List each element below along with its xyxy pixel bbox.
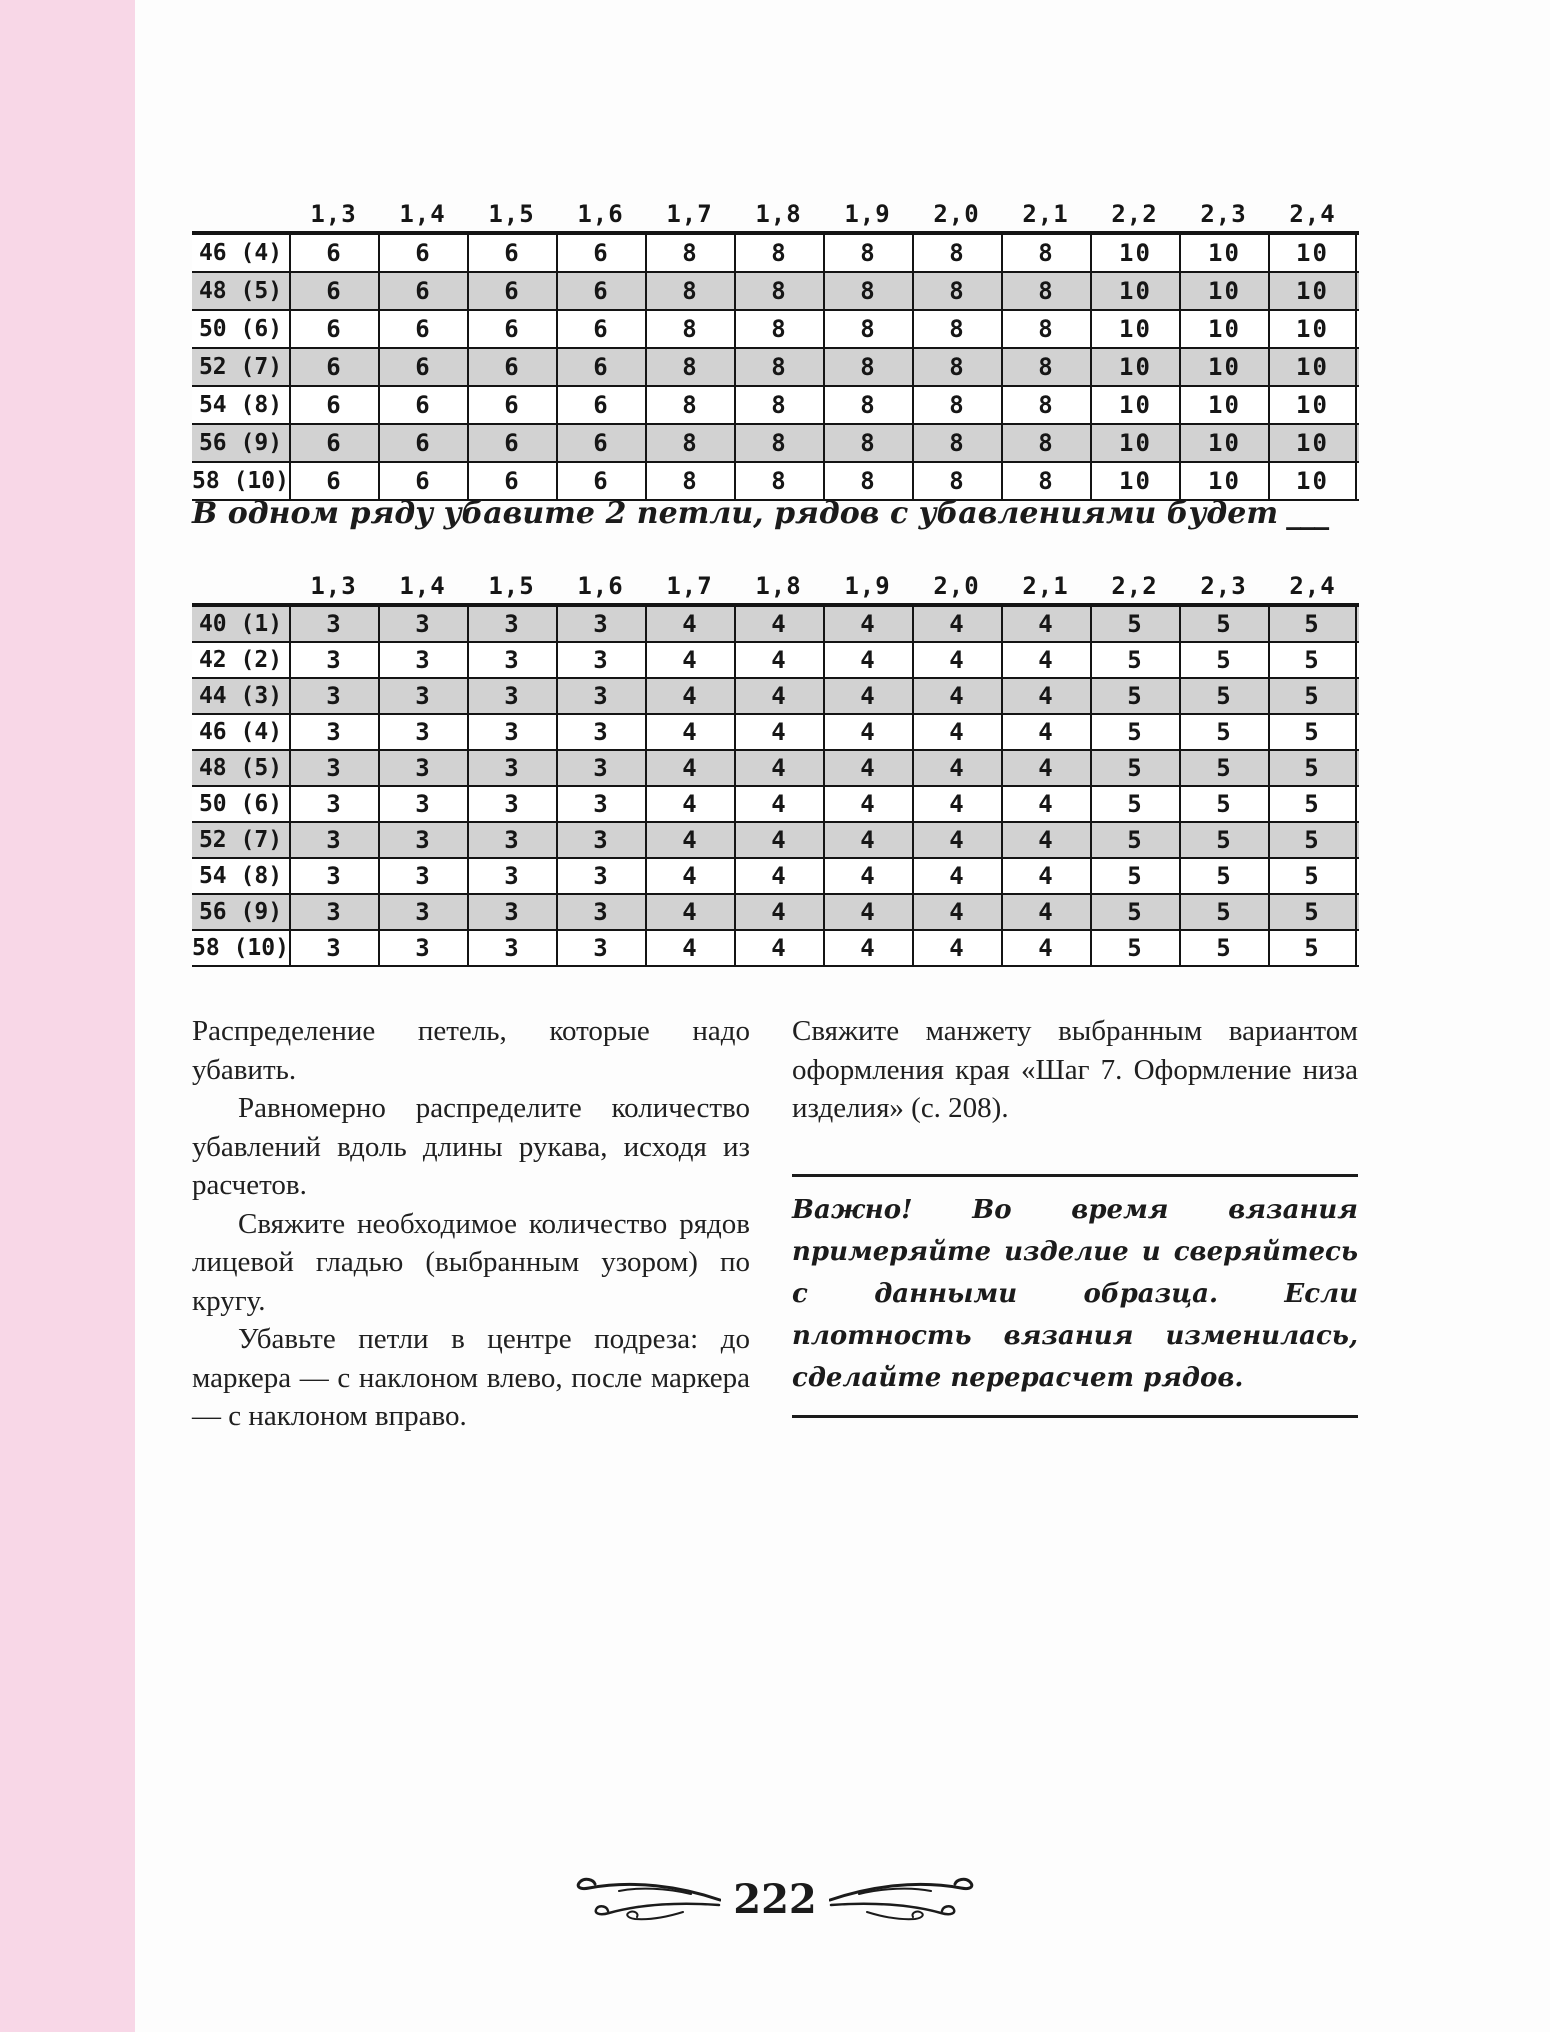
table-cell: 8 [734, 349, 823, 385]
table-cell: 5 [1090, 823, 1179, 857]
section-heading-text: В одном ряду убавите 2 петли, рядов с убавлениями будет [192, 496, 1279, 531]
table-cell: 8 [823, 311, 912, 347]
table-cell: 8 [823, 463, 912, 499]
table-cell: 4 [734, 751, 823, 785]
table-cell: 4 [734, 715, 823, 749]
gauge-column-header: 2,0 [933, 200, 980, 228]
gauge-column-header: 1,6 [577, 572, 624, 600]
table-cell: 5 [1268, 931, 1357, 965]
table-cell: 5 [1268, 895, 1357, 929]
table-cell: 8 [1001, 273, 1090, 309]
size-row [192, 931, 1359, 967]
table-cell: 4 [645, 823, 734, 857]
table-cell: 8 [912, 311, 1001, 347]
table-cell: 8 [823, 387, 912, 423]
table-cell: 4 [823, 787, 912, 821]
size-row [192, 235, 1359, 273]
table-cell: 5 [1179, 715, 1268, 749]
flourish-ornament-right [829, 1872, 979, 1926]
table-cell: 3 [556, 895, 645, 929]
table-cell: 5 [1268, 823, 1357, 857]
table-cell: 4 [912, 715, 1001, 749]
table-cell: 8 [734, 387, 823, 423]
gauge-column-header: 2,2 [1111, 200, 1158, 228]
table-cell: 4 [823, 859, 912, 893]
table-cell: 5 [1090, 643, 1179, 677]
table-cell: 3 [556, 751, 645, 785]
table-cell: 3 [289, 751, 378, 785]
table-cell: 8 [734, 425, 823, 461]
table-cell: 8 [734, 235, 823, 271]
table-cell: 4 [1001, 679, 1090, 713]
table-cell: 10 [1090, 349, 1179, 385]
table-cell: 10 [1268, 311, 1357, 347]
table-cell: 3 [289, 679, 378, 713]
table-cell: 3 [378, 787, 467, 821]
table-cell: 3 [467, 931, 556, 965]
table-cell: 3 [467, 859, 556, 893]
table-cell: 10 [1090, 235, 1179, 271]
table-cell: 5 [1268, 859, 1357, 893]
table-cell: 4 [645, 859, 734, 893]
table-cell: 10 [1268, 349, 1357, 385]
gauge-header-row [192, 194, 1359, 231]
table-cell: 5 [1179, 787, 1268, 821]
table-cell: 4 [912, 931, 1001, 965]
table-cell: 4 [912, 787, 1001, 821]
table-cell: 5 [1090, 715, 1179, 749]
table-cell: 5 [1268, 751, 1357, 785]
table-cell: 3 [378, 643, 467, 677]
table-cell: 8 [823, 349, 912, 385]
table-cell: 8 [823, 273, 912, 309]
table-cell: 4 [1001, 751, 1090, 785]
table-cell: 3 [378, 607, 467, 641]
size-row-label: 56 (9) [198, 899, 283, 925]
table-cell: 3 [467, 751, 556, 785]
table-cell: 5 [1268, 679, 1357, 713]
table-cell: 3 [289, 859, 378, 893]
table-cell: 5 [1179, 823, 1268, 857]
table-cell: 10 [1090, 425, 1179, 461]
flourish-ornament-left [571, 1872, 721, 1926]
table-cell: 5 [1090, 607, 1179, 641]
decrease-rows-table-bottom [192, 566, 1359, 967]
size-row-label: 56 (9) [198, 430, 283, 456]
table-cell: 6 [378, 425, 467, 461]
table-cell: 8 [645, 273, 734, 309]
table-cell: 3 [289, 607, 378, 641]
body-text [192, 1012, 1359, 1436]
table-cell: 3 [378, 715, 467, 749]
table-cell: 3 [467, 643, 556, 677]
table-cell: 3 [378, 895, 467, 929]
size-row [192, 387, 1359, 425]
table-cell: 8 [645, 349, 734, 385]
table-cell: 10 [1090, 273, 1179, 309]
table-cell: 6 [467, 273, 556, 309]
table-cell: 6 [378, 273, 467, 309]
table-cell: 10 [1268, 425, 1357, 461]
table-cell: 10 [1179, 463, 1268, 499]
table-cell: 3 [556, 679, 645, 713]
table-cell: 4 [823, 751, 912, 785]
table-cell: 6 [467, 463, 556, 499]
paragraph: Убавьте петли в центре подреза: до маркера — с наклоном влево, после маркера — с наклоном вправо. [192, 1323, 750, 1432]
table-cell: 8 [912, 425, 1001, 461]
gauge-column-header: 2,3 [1200, 200, 1247, 228]
table-cell: 8 [823, 425, 912, 461]
gauge-column-header: 1,7 [666, 572, 713, 600]
table-cell: 4 [734, 931, 823, 965]
table-cell: 6 [378, 349, 467, 385]
size-row [192, 895, 1359, 931]
table-cell: 3 [289, 643, 378, 677]
size-row-label: 54 (8) [198, 392, 283, 418]
table-cell: 4 [734, 679, 823, 713]
page-footer [0, 1872, 1550, 1926]
important-note-box [792, 1174, 1358, 1418]
table-cell: 4 [645, 715, 734, 749]
table-cell: 6 [289, 387, 378, 423]
gauge-column-header: 1,4 [399, 200, 446, 228]
size-row [192, 715, 1359, 751]
table-cell: 6 [467, 425, 556, 461]
page-margin-stripe [0, 0, 135, 2032]
table-cell: 4 [645, 643, 734, 677]
table-cell: 5 [1179, 679, 1268, 713]
table-cell: 3 [289, 715, 378, 749]
table-cell: 4 [734, 787, 823, 821]
size-row [192, 859, 1359, 895]
table-cell: 8 [645, 311, 734, 347]
size-row-label: 46 (4) [198, 240, 283, 266]
table-cell: 3 [556, 607, 645, 641]
size-row [192, 607, 1359, 643]
paragraph: Свяжите необходимое количество рядов лицевой гладью (выбранным узором) по кругу. [192, 1207, 750, 1317]
table-cell: 6 [289, 235, 378, 271]
table-cell: 10 [1179, 387, 1268, 423]
table-cell: 4 [734, 607, 823, 641]
size-row [192, 751, 1359, 787]
table-cell: 3 [378, 751, 467, 785]
table-cell: 8 [734, 273, 823, 309]
table-cell: 3 [556, 715, 645, 749]
size-row-label: 58 (10) [192, 468, 289, 494]
table-cell: 4 [912, 823, 1001, 857]
paragraph: Равномерно распределите количество убавлений вдоль длины рукава, исходя из расчетов. [192, 1092, 750, 1201]
table-cell: 3 [289, 895, 378, 929]
table-cell: 6 [378, 463, 467, 499]
size-row-label: 54 (8) [198, 863, 283, 889]
table-cell: 4 [645, 787, 734, 821]
gauge-column-header: 1,7 [666, 200, 713, 228]
table-cell: 6 [289, 463, 378, 499]
table-cell: 6 [556, 349, 645, 385]
size-row-label: 50 (6) [198, 791, 283, 817]
table-cell: 3 [378, 931, 467, 965]
table-cell: 8 [734, 311, 823, 347]
size-row-label: 52 (7) [198, 827, 283, 853]
gauge-header-row [192, 566, 1359, 603]
table-cell: 3 [467, 823, 556, 857]
table-cell: 4 [1001, 787, 1090, 821]
gauge-column-header: 2,4 [1289, 200, 1336, 228]
table-cell: 4 [734, 859, 823, 893]
gauge-column-header: 2,2 [1111, 572, 1158, 600]
table-cell: 4 [912, 679, 1001, 713]
table-cell: 3 [378, 679, 467, 713]
gauge-column-header: 1,3 [310, 572, 357, 600]
size-row-label: 50 (6) [198, 316, 283, 342]
table-cell: 4 [734, 643, 823, 677]
table-cell: 6 [556, 273, 645, 309]
table-cell: 10 [1179, 273, 1268, 309]
table-cell: 6 [467, 235, 556, 271]
size-row-label: 58 (10) [192, 935, 289, 961]
table-cell: 3 [556, 787, 645, 821]
table-cell: 5 [1268, 715, 1357, 749]
size-row-label: 48 (5) [198, 755, 283, 781]
table-cell: 4 [1001, 643, 1090, 677]
gauge-column-header: 1,9 [844, 200, 891, 228]
table-cell: 6 [556, 425, 645, 461]
size-row [192, 273, 1359, 311]
table-cell: 6 [556, 311, 645, 347]
table-cell: 10 [1179, 349, 1268, 385]
table-cell: 4 [823, 895, 912, 929]
table-cell: 10 [1179, 311, 1268, 347]
table-cell: 3 [556, 859, 645, 893]
table-cell: 4 [912, 643, 1001, 677]
table-cell: 4 [912, 859, 1001, 893]
table-cell: 4 [823, 643, 912, 677]
table-cell: 8 [645, 463, 734, 499]
table-cell: 5 [1179, 751, 1268, 785]
table-cell: 8 [1001, 349, 1090, 385]
table-cell: 6 [289, 349, 378, 385]
table-cell: 8 [1001, 463, 1090, 499]
gauge-column-header: 1,3 [310, 200, 357, 228]
table-cell: 5 [1090, 751, 1179, 785]
table-cell: 5 [1268, 607, 1357, 641]
table-cell: 3 [289, 931, 378, 965]
table-cell: 8 [912, 273, 1001, 309]
table-cell: 4 [823, 715, 912, 749]
table-cell: 3 [467, 787, 556, 821]
table-cell: 3 [467, 607, 556, 641]
size-row [192, 823, 1359, 859]
table-cell: 4 [1001, 823, 1090, 857]
table-cell: 4 [645, 895, 734, 929]
gauge-column-header: 2,1 [1022, 572, 1069, 600]
table-cell: 4 [734, 895, 823, 929]
table-cell: 10 [1268, 273, 1357, 309]
gauge-column-header: 2,1 [1022, 200, 1069, 228]
table-cell: 3 [467, 679, 556, 713]
table-cell: 10 [1268, 463, 1357, 499]
table-cell: 3 [556, 931, 645, 965]
left-text-column [192, 1012, 750, 1436]
table-cell: 5 [1090, 859, 1179, 893]
gauge-column-header: 1,4 [399, 572, 446, 600]
table-cell: 4 [645, 679, 734, 713]
size-row [192, 311, 1359, 349]
table-cell: 8 [1001, 425, 1090, 461]
table-cell: 8 [912, 463, 1001, 499]
table-cell: 5 [1179, 895, 1268, 929]
table-cell: 6 [289, 425, 378, 461]
table-cell: 4 [912, 895, 1001, 929]
size-row-label: 44 (3) [198, 683, 283, 709]
table-cell: 8 [645, 387, 734, 423]
gauge-column-header: 1,9 [844, 572, 891, 600]
table-cell: 4 [1001, 931, 1090, 965]
size-row [192, 349, 1359, 387]
table-cell: 10 [1090, 463, 1179, 499]
table-cell: 3 [378, 823, 467, 857]
table-cell: 8 [912, 349, 1001, 385]
table-cell: 3 [289, 823, 378, 857]
table-body [192, 603, 1359, 967]
table-cell: 4 [1001, 895, 1090, 929]
gauge-column-header: 1,5 [488, 572, 535, 600]
size-row-label: 46 (4) [198, 719, 283, 745]
page-number: 222 [733, 1875, 817, 1923]
table-cell: 5 [1090, 931, 1179, 965]
table-cell: 8 [1001, 387, 1090, 423]
table-cell: 10 [1090, 387, 1179, 423]
table-cell: 6 [467, 387, 556, 423]
size-row [192, 425, 1359, 463]
table-cell: 8 [645, 235, 734, 271]
gauge-column-header: 2,3 [1200, 572, 1247, 600]
table-cell: 8 [734, 463, 823, 499]
size-row-label: 48 (5) [198, 278, 283, 304]
table-cell: 5 [1268, 643, 1357, 677]
gauge-column-header: 1,6 [577, 200, 624, 228]
table-cell: 5 [1268, 787, 1357, 821]
gauge-column-header: 1,8 [755, 200, 802, 228]
table-cell: 8 [912, 235, 1001, 271]
table-cell: 4 [734, 823, 823, 857]
table-cell: 4 [645, 607, 734, 641]
table-cell: 4 [1001, 607, 1090, 641]
table-cell: 5 [1090, 679, 1179, 713]
table-cell: 8 [1001, 311, 1090, 347]
gauge-column-header: 1,5 [488, 200, 535, 228]
important-note-text: Важно! Во время вязания примеряйте изделие и сверяйтесь с данными образца. Если плотность вязания изменилась, сделайте перерасчет рядов. [792, 1194, 1358, 1393]
table-cell: 4 [823, 679, 912, 713]
gauge-column-header: 2,0 [933, 572, 980, 600]
size-row [192, 679, 1359, 715]
size-row [192, 643, 1359, 679]
table-cell: 6 [556, 387, 645, 423]
table-cell: 4 [645, 931, 734, 965]
table-cell: 4 [912, 751, 1001, 785]
table-cell: 5 [1179, 607, 1268, 641]
paragraph: Распределение петель, которые надо убавить. [192, 1015, 750, 1086]
gauge-column-header: 2,4 [1289, 572, 1336, 600]
decrease-rows-table-top [192, 194, 1359, 501]
table-cell: 6 [556, 235, 645, 271]
table-cell: 8 [645, 425, 734, 461]
table-cell: 6 [378, 387, 467, 423]
table-body [192, 231, 1359, 501]
right-text-column [792, 1012, 1358, 1436]
blank-line: ___ [1286, 496, 1329, 531]
table-cell: 8 [1001, 235, 1090, 271]
table-cell: 6 [467, 311, 556, 347]
size-row-label: 42 (2) [198, 647, 283, 673]
table-cell: 10 [1090, 311, 1179, 347]
size-row-label: 52 (7) [198, 354, 283, 380]
section-heading [192, 496, 1359, 531]
gauge-column-header: 1,8 [755, 572, 802, 600]
table-cell: 10 [1268, 387, 1357, 423]
table-cell: 3 [556, 823, 645, 857]
table-cell: 4 [1001, 715, 1090, 749]
table-cell: 4 [823, 931, 912, 965]
table-cell: 3 [467, 715, 556, 749]
table-cell: 3 [378, 859, 467, 893]
table-cell: 4 [1001, 859, 1090, 893]
table-cell: 8 [823, 235, 912, 271]
table-cell: 3 [467, 895, 556, 929]
table-cell: 8 [912, 387, 1001, 423]
table-cell: 6 [556, 463, 645, 499]
table-cell: 6 [378, 311, 467, 347]
table-cell: 4 [912, 607, 1001, 641]
table-cell: 4 [823, 607, 912, 641]
size-row [192, 787, 1359, 823]
table-cell: 4 [823, 823, 912, 857]
table-cell: 10 [1268, 235, 1357, 271]
table-cell: 5 [1090, 895, 1179, 929]
table-cell: 5 [1179, 859, 1268, 893]
table-cell: 3 [289, 787, 378, 821]
table-cell: 3 [556, 643, 645, 677]
table-cell: 5 [1179, 643, 1268, 677]
table-cell: 6 [289, 311, 378, 347]
table-cell: 4 [645, 751, 734, 785]
table-cell: 5 [1090, 787, 1179, 821]
table-cell: 10 [1179, 425, 1268, 461]
table-cell: 10 [1179, 235, 1268, 271]
table-cell: 6 [378, 235, 467, 271]
table-cell: 6 [467, 349, 556, 385]
paragraph: Свяжите манжету выбранным вариантом оформления края «Шаг 7. Оформление низа изделия» (с. 208). [792, 1015, 1358, 1124]
size-row-label: 40 (1) [198, 611, 283, 637]
table-cell: 6 [289, 273, 378, 309]
table-cell: 5 [1179, 931, 1268, 965]
